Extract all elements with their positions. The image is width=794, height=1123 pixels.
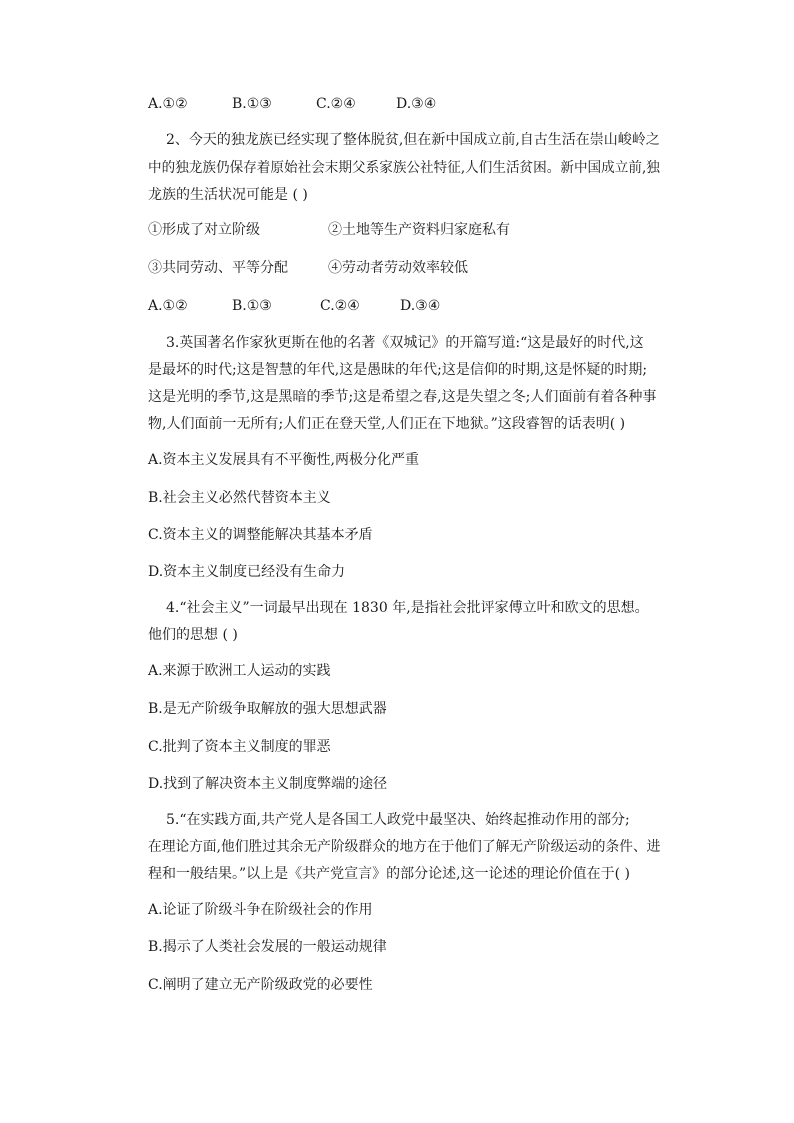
q2-option-a: A.①② [148, 298, 188, 314]
q5-stem-line-3: 程和一般结果。”以上是《共产党宣言》的部分论述,这一论述的理论价值在于( ) [148, 866, 630, 882]
q3-option-b: B.社会主义必然代替资本主义 [148, 490, 331, 506]
q2-statement-1: ①形成了对立阶级 [148, 222, 260, 238]
q1-option-d: D.③④ [396, 96, 437, 112]
q5-stem-line-2: 在理论方面,他们胜过其余无产阶级群众的地方在于他们了解无产阶级运动的条件、进 [148, 839, 661, 855]
q2-stem-line-3: 龙族的生活状况可能是 ( ) [148, 187, 308, 203]
q1-option-c: C.②④ [316, 96, 356, 112]
q2-option-c: C.②④ [320, 298, 360, 314]
q3-option-a: A.资本主义发展具有不平衡性,两极分化严重 [148, 452, 420, 468]
q3-option-c: C.资本主义的调整能解决其基本矛盾 [148, 527, 373, 543]
q2-option-d: D.③④ [400, 298, 441, 314]
q3-stem-line-4: 物,人们面前一无所有;人们正在登天堂,人们正在下地狱。”这段睿智的话表明( ) [148, 416, 626, 432]
q3-stem-line-3: 这是光明的季节,这是黑暗的季节;这是希望之春,这是失望之冬;人们面前有着各种事 [148, 389, 657, 405]
q2-stem-line-1: 2、今天的独龙族已经实现了整体脱贫,但在新中国成立前,自古生活在崇山峻岭之 [166, 132, 660, 148]
q2-statement-3: ③共同劳动、平等分配 [148, 260, 288, 276]
q3-stem-line-2: 是最坏的时代;这是智慧的年代,这是愚昧的年代;这是信仰的时期,这是怀疑的时期; [148, 362, 648, 378]
q2-option-b: B.①③ [232, 298, 272, 314]
q4-option-d: D.找到了解决资本主义制度弊端的途径 [148, 776, 388, 792]
q1-option-a: A.①② [148, 96, 188, 112]
q2-statements-row-2 [148, 260, 468, 276]
q4-stem-line-2: 他们的思想 ( ) [148, 627, 238, 643]
q5-option-c: C.阐明了建立无产阶级政党的必要性 [148, 977, 373, 993]
q4-option-c: C.批判了资本主义制度的罪恶 [148, 739, 331, 755]
q4-option-b: B.是无产阶级争取解放的强大思想武器 [148, 701, 387, 717]
q1-option-b: B.①③ [232, 96, 272, 112]
q4-option-a: A.来源于欧洲工人运动的实践 [148, 663, 331, 679]
q3-option-d: D.资本主义制度已经没有生命力 [148, 564, 346, 580]
q5-stem-line-1: 5.“在实践方面,共产党人是各国工人政党中最坚决、始终起推动作用的部分; [166, 812, 630, 828]
q2-options [148, 298, 440, 314]
q2-statement-2: ②土地等生产资料归家庭私有 [328, 222, 510, 238]
q2-stem-line-2: 中的独龙族仍保存着原始社会末期父系家族公社特征,人们生活贫困。新中国成立前,独 [148, 160, 660, 176]
q5-option-a: A.论证了阶级斗争在阶级社会的作用 [148, 902, 373, 918]
q1-options [148, 96, 436, 112]
q2-statement-4: ④劳动者劳动效率较低 [328, 260, 468, 276]
q3-stem-line-1: 3.英国著名作家狄更斯在他的名著《双城记》的开篇写道:“这是最好的时代,这 [166, 335, 644, 351]
q2-statements-row-1 [148, 222, 510, 238]
q5-option-b: B.揭示了人类社会发展的一般运动规律 [148, 939, 387, 955]
q4-stem-line-1: 4.“社会主义”一词最早出现在 1830 年,是指社会批评家傅立叶和欧文的思想。 [166, 600, 649, 616]
